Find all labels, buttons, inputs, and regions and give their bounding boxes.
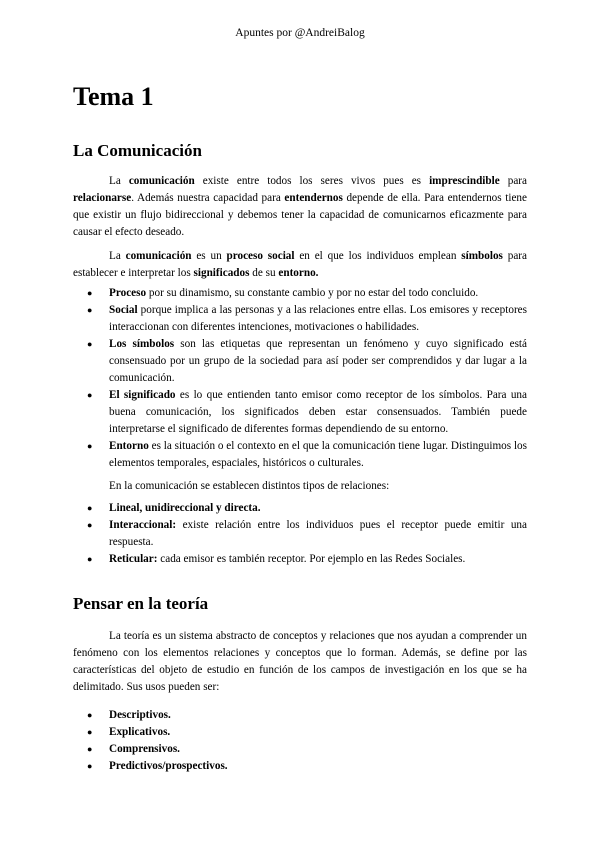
text-run: depende de ella. Para entendernos tiene que existir un flujo bidireccional y debemos tener la capacidad de comunicarnos eficazmente para causar el efecto deseado.	[73, 192, 527, 238]
page-header: Apuntes por @AndreiBalog	[235, 27, 365, 39]
text-run: es un	[191, 250, 227, 262]
bullet-icon: ●	[87, 744, 93, 754]
bold-text: relacionarse	[73, 192, 132, 204]
bullet-icon: ●	[87, 554, 93, 564]
list-item	[73, 336, 527, 387]
list-item	[73, 302, 527, 336]
bullet-icon: ●	[87, 727, 93, 737]
list-item	[73, 707, 527, 724]
bullet-icon: ●	[87, 441, 93, 451]
bold-text: Descriptivos.	[109, 709, 171, 721]
bold-text: entorno.	[278, 267, 319, 279]
list-item	[73, 724, 527, 741]
text-run: son las etiquetas que representan un fenómeno y cuyo significado está consensuado por un grupo de la sociedad para así poder ser comprendidos y dar lugar a la comunicación.	[109, 338, 527, 384]
paragraph	[73, 628, 527, 696]
page-title: Tema 1	[73, 82, 154, 111]
bullet-list	[73, 285, 527, 472]
text-run: de su	[249, 267, 279, 279]
bold-text: Predictivos/prospectivos.	[109, 760, 228, 772]
bullet-icon: ●	[87, 339, 93, 349]
bullet-list	[73, 500, 527, 568]
paragraph	[73, 173, 527, 241]
bold-text: comunicación	[125, 250, 192, 262]
bold-text: Explicativos.	[109, 726, 171, 738]
text-run: es la situación o el contexto en el que la comunicación tiene lugar. Distinguimos los elementos temporales, espaciales, históricos o culturales.	[109, 440, 527, 469]
bold-text: Social	[109, 304, 138, 316]
bold-text: Entorno	[109, 440, 149, 452]
list-item	[73, 517, 527, 551]
bold-text: Comprensivos.	[109, 743, 180, 755]
bullet-icon: ●	[87, 710, 93, 720]
text-run: para	[499, 175, 527, 187]
bullet-icon: ●	[87, 520, 93, 530]
paragraph	[73, 248, 527, 282]
bold-text: El significado	[109, 389, 176, 401]
text-run: En la comunicación se establecen distintos tipos de relaciones:	[109, 480, 390, 492]
bold-text: entendernos	[284, 192, 343, 204]
text-run: es lo que entienden tanto emisor como receptor de los símbolos. Para una buena comunicación, los significados deben estar consensuados. También puede interpretarse el significado de diferentes formas dependiendo de su entorno.	[109, 389, 527, 435]
bold-text: significados	[193, 267, 250, 279]
bold-text: Proceso	[109, 287, 147, 299]
bullet-icon: ●	[87, 305, 93, 315]
list-item	[73, 285, 527, 302]
list-item	[73, 500, 527, 517]
bullet-list	[73, 707, 527, 775]
page-content	[73, 82, 527, 775]
bullet-icon: ●	[87, 761, 93, 771]
section-heading-comunicacion: La Comunicación	[73, 141, 202, 160]
bullet-icon: ●	[87, 288, 93, 298]
text-run: por su dinamismo, su constante cambio y por no estar del todo concluido.	[146, 287, 479, 299]
bold-text: Interaccional:	[109, 519, 177, 531]
bullet-icon: ●	[87, 390, 93, 400]
text-run: cada emisor es también receptor. Por ejemplo en las Redes Sociales.	[157, 553, 466, 565]
bold-text: Lineal, unidireccional y directa.	[109, 502, 261, 514]
section-heading-pensar-teoria: Pensar en la teoría	[73, 594, 209, 613]
bullet-icon: ●	[87, 503, 93, 513]
text-run: en el que los individuos emplean	[294, 250, 462, 262]
paragraph	[73, 478, 527, 495]
bold-text: Reticular:	[109, 553, 158, 565]
bold-text: comunicación	[128, 175, 195, 187]
list-item	[73, 551, 527, 568]
text-run: para establecer e interpretar los	[73, 250, 527, 279]
text-run: La teoría es un sistema abstracto de conceptos y relaciones que nos ayudan a comprender un fenómeno con los elementos relaciones y conceptos que lo forman. Además, se define por las características del objeto de estudio en función de los campos de investigación en los que se ha delimitado. Sus usos pueden ser:	[73, 630, 527, 693]
text-run: existe relación entre los individuos pues el receptor puede emitir una respuesta.	[109, 519, 527, 548]
bold-text: Los símbolos	[109, 338, 175, 350]
text-run: La	[109, 175, 129, 187]
list-item	[73, 741, 527, 758]
list-item	[73, 758, 527, 775]
bold-text: proceso social	[226, 250, 295, 262]
text-run: . Además nuestra capacidad para	[131, 192, 285, 204]
text-run: existe entre todos los seres vivos pues es	[194, 175, 430, 187]
bold-text: imprescindible	[429, 175, 500, 187]
text-run: La	[109, 250, 126, 262]
list-item	[73, 387, 527, 438]
bold-text: símbolos	[461, 250, 503, 262]
text-run: porque implica a las personas y a las relaciones entre ellas. Los emisores y receptores interaccionan con diferentes intenciones, motivaciones o habilidades.	[109, 304, 527, 333]
list-item	[73, 438, 527, 472]
